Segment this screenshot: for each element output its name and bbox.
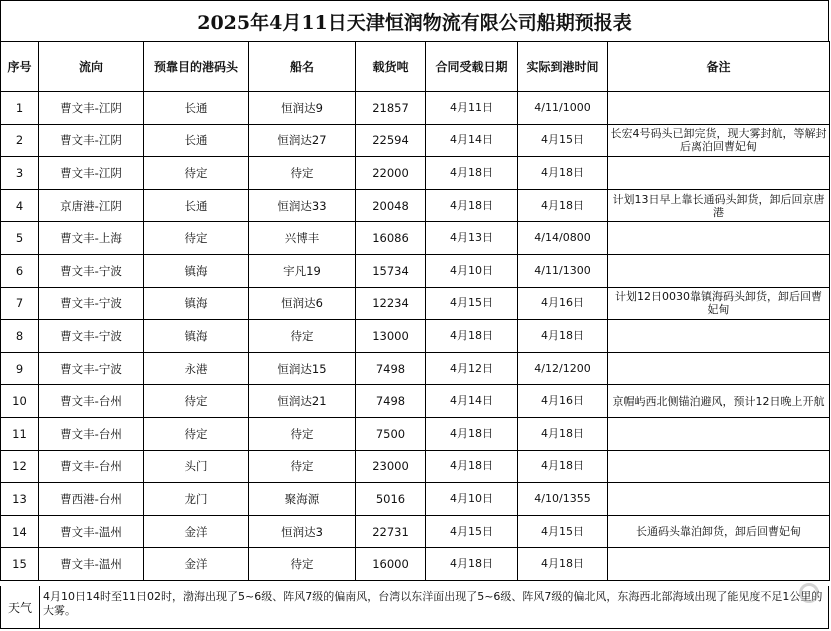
row-tons: 16086 (356, 222, 426, 255)
row-arrival-time: 4月18日 (518, 157, 608, 190)
row-arrival-time: 4/11/1000 (518, 92, 608, 125)
row-ship: 恒润达21 (249, 385, 356, 418)
row-route: 曹文丰-台州 (39, 450, 144, 483)
row-contract-date: 4月18日 (426, 320, 518, 353)
row-ship: 恒润达3 (249, 515, 356, 548)
row-arrival-time: 4月18日 (518, 417, 608, 450)
row-tons: 5016 (356, 483, 426, 516)
header-note: 备注 (608, 42, 830, 92)
row-arrival-time: 4月16日 (518, 385, 608, 418)
row-tons: 16000 (356, 548, 426, 581)
row-contract-date: 4月13日 (426, 222, 518, 255)
row-no: 10 (1, 385, 39, 418)
row-tons: 13000 (356, 320, 426, 353)
row-ship: 兴博丰 (249, 222, 356, 255)
row-tons: 7498 (356, 352, 426, 385)
header-route: 流向 (39, 42, 144, 92)
row-note: 长宏4号码头已卸完货，现大雾封航，等解封后离泊回曹妃甸 (608, 124, 830, 157)
row-no: 1 (1, 92, 39, 125)
row-ship: 待定 (249, 450, 356, 483)
row-port: 金洋 (144, 515, 249, 548)
row-ship: 恒润达27 (249, 124, 356, 157)
row-no: 6 (1, 254, 39, 287)
row-note (608, 92, 830, 125)
row-route: 曹文丰-温州 (39, 515, 144, 548)
row-tons: 21857 (356, 92, 426, 125)
table-row (1, 189, 830, 222)
row-port: 长通 (144, 189, 249, 222)
row-tons: 23000 (356, 450, 426, 483)
row-port: 长通 (144, 124, 249, 157)
row-port: 长通 (144, 92, 249, 125)
row-route: 曹文丰-宁波 (39, 320, 144, 353)
table-row (1, 515, 830, 548)
row-port: 待定 (144, 385, 249, 418)
weather-label: 天气 (1, 586, 40, 628)
row-route: 曹文丰-宁波 (39, 352, 144, 385)
row-route: 曹文丰-江阴 (39, 157, 144, 190)
row-tons: 7500 (356, 417, 426, 450)
table-row (1, 548, 830, 581)
weather-text: 4月10日14时至11日02时，渤海出现了5~6级、阵风7级的偏南风，台湾以东洋面出现了5~6级、阵风7级的偏北风，东海西北部海域出现了能见度不足1公里的大雾。 (43, 590, 823, 617)
header-port: 预靠目的港码头 (144, 42, 249, 92)
sheet-title: 2025年4月11日天津恒润物流有限公司船期预报表 (0, 0, 829, 42)
row-no: 8 (1, 320, 39, 353)
row-port: 镇海 (144, 254, 249, 287)
table-row (1, 320, 830, 353)
header-arrival-time: 实际到港时间 (518, 42, 608, 92)
row-note: 计划13日早上靠长通码头卸货，卸后回京唐港 (608, 189, 830, 222)
row-ship: 待定 (249, 548, 356, 581)
row-contract-date: 4月18日 (426, 417, 518, 450)
row-port: 待定 (144, 157, 249, 190)
row-ship: 待定 (249, 417, 356, 450)
header-no: 序号 (1, 42, 39, 92)
row-ship: 恒润达15 (249, 352, 356, 385)
row-route: 曹文丰-宁波 (39, 254, 144, 287)
row-no: 3 (1, 157, 39, 190)
row-no: 4 (1, 189, 39, 222)
row-port: 永港 (144, 352, 249, 385)
row-ship: 聚海源 (249, 483, 356, 516)
row-contract-date: 4月18日 (426, 548, 518, 581)
table-row (1, 385, 830, 418)
row-no: 2 (1, 124, 39, 157)
row-tons: 7498 (356, 385, 426, 418)
row-route: 曹文丰-江阴 (39, 92, 144, 125)
row-contract-date: 4月14日 (426, 124, 518, 157)
row-note (608, 450, 830, 483)
header-tons: 载货吨 (356, 42, 426, 92)
row-note: 京帽屿西北侧锚泊避风，预计12日晚上开航 (608, 385, 830, 418)
row-tons: 22000 (356, 157, 426, 190)
row-note (608, 548, 830, 581)
table-row (1, 157, 830, 190)
row-no: 7 (1, 287, 39, 320)
table-row (1, 450, 830, 483)
row-no: 9 (1, 352, 39, 385)
row-note (608, 352, 830, 385)
table-body (1, 92, 830, 581)
row-route: 曹文丰-台州 (39, 417, 144, 450)
row-tons: 22731 (356, 515, 426, 548)
row-ship: 恒润达6 (249, 287, 356, 320)
row-contract-date: 4月18日 (426, 157, 518, 190)
header-contract-date: 合同受载日期 (426, 42, 518, 92)
row-tons: 15734 (356, 254, 426, 287)
table-row (1, 287, 830, 320)
table-row (1, 352, 830, 385)
row-arrival-time: 4月18日 (518, 320, 608, 353)
row-contract-date: 4月18日 (426, 189, 518, 222)
row-arrival-time: 4月18日 (518, 189, 608, 222)
header-row (1, 42, 830, 92)
row-route: 曹文丰-江阴 (39, 124, 144, 157)
row-arrival-time: 4月15日 (518, 124, 608, 157)
row-note (608, 320, 830, 353)
schedule-table (0, 41, 830, 581)
row-contract-date: 4月10日 (426, 483, 518, 516)
row-contract-date: 4月15日 (426, 287, 518, 320)
row-ship: 恒润达9 (249, 92, 356, 125)
row-ship: 恒润达33 (249, 189, 356, 222)
row-route: 曹文丰-温州 (39, 548, 144, 581)
row-arrival-time: 4月16日 (518, 287, 608, 320)
row-tons: 22594 (356, 124, 426, 157)
row-tons: 20048 (356, 189, 426, 222)
row-contract-date: 4月14日 (426, 385, 518, 418)
row-no: 15 (1, 548, 39, 581)
row-no: 14 (1, 515, 39, 548)
row-arrival-time: 4/14/0800 (518, 222, 608, 255)
table-row (1, 483, 830, 516)
row-route: 京唐港-江阴 (39, 189, 144, 222)
row-arrival-time: 4/10/1355 (518, 483, 608, 516)
row-no: 13 (1, 483, 39, 516)
row-note (608, 417, 830, 450)
row-port: 头门 (144, 450, 249, 483)
row-ship: 待定 (249, 320, 356, 353)
row-arrival-time: 4月18日 (518, 548, 608, 581)
row-arrival-time: 4/12/1200 (518, 352, 608, 385)
table-row (1, 254, 830, 287)
row-port: 待定 (144, 417, 249, 450)
row-port: 待定 (144, 222, 249, 255)
row-ship: 待定 (249, 157, 356, 190)
row-note (608, 157, 830, 190)
table-row (1, 222, 830, 255)
table-row (1, 417, 830, 450)
row-route: 曹文丰-上海 (39, 222, 144, 255)
row-ship: 宇凡19 (249, 254, 356, 287)
row-arrival-time: 4月18日 (518, 450, 608, 483)
row-note: 长通码头靠泊卸货，卸后回曹妃甸 (608, 515, 830, 548)
header-ship: 船名 (249, 42, 356, 92)
row-no: 11 (1, 417, 39, 450)
row-port: 镇海 (144, 287, 249, 320)
row-note: 计划12日0030靠镇海码头卸货，卸后回曹妃甸 (608, 287, 830, 320)
row-contract-date: 4月12日 (426, 352, 518, 385)
row-no: 12 (1, 450, 39, 483)
row-contract-date: 4月10日 (426, 254, 518, 287)
row-route: 曹文丰-台州 (39, 385, 144, 418)
row-port: 龙门 (144, 483, 249, 516)
row-note (608, 254, 830, 287)
row-no: 5 (1, 222, 39, 255)
row-port: 镇海 (144, 320, 249, 353)
row-arrival-time: 4月15日 (518, 515, 608, 548)
row-note (608, 222, 830, 255)
row-route: 曹西港-台州 (39, 483, 144, 516)
row-arrival-time: 4/11/1300 (518, 254, 608, 287)
row-contract-date: 4月11日 (426, 92, 518, 125)
row-route: 曹文丰-宁波 (39, 287, 144, 320)
row-contract-date: 4月15日 (426, 515, 518, 548)
table-row (1, 92, 830, 125)
table-row (1, 124, 830, 157)
row-tons: 12234 (356, 287, 426, 320)
row-contract-date: 4月18日 (426, 450, 518, 483)
weather-row (0, 586, 829, 629)
row-note (608, 483, 830, 516)
row-port: 金洋 (144, 548, 249, 581)
